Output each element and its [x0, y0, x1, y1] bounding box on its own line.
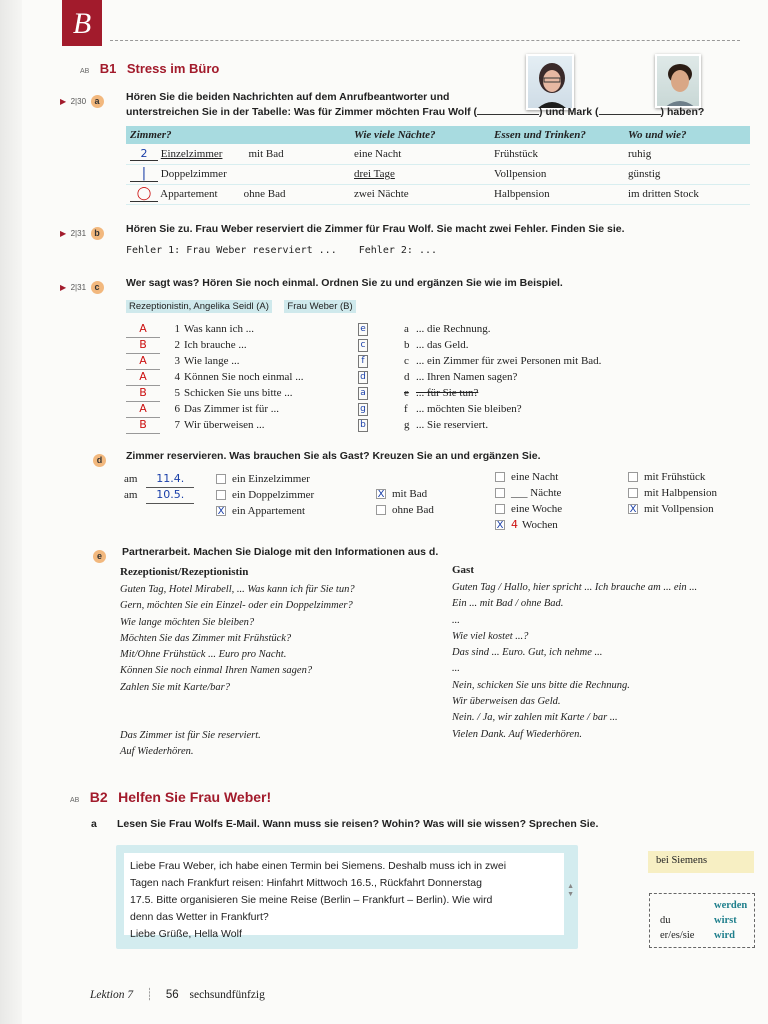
header-rule	[110, 40, 740, 41]
checkbox-option[interactable]	[376, 502, 434, 518]
checkbox-option[interactable]	[495, 469, 562, 485]
food-cell: Frühstück	[490, 144, 624, 164]
dialog-line: denn das Wetter in Frankfurt?	[130, 911, 269, 923]
room-extra: ohne Bad	[243, 188, 286, 200]
table-row	[126, 184, 750, 204]
audio-arrow-icon: ▶	[60, 97, 67, 106]
checkbox-option[interactable]	[495, 501, 562, 517]
item-text: ... möchten Sie bleiben?	[416, 403, 522, 415]
b1-title: Stress im Büro	[126, 61, 220, 76]
th-zimmer: Zimmer?	[126, 126, 350, 144]
werden-conjugation-box	[649, 893, 755, 948]
item-text: Können Sie noch einmal ...	[184, 371, 304, 383]
b2a-letter: a	[91, 818, 97, 830]
handwritten-circle-icon: ◯	[130, 186, 158, 202]
bath-options	[376, 486, 434, 518]
dialog-line: Auf Wiederhören.	[120, 746, 194, 758]
matching-left-column	[126, 321, 368, 433]
checkbox-option[interactable]	[628, 469, 717, 485]
option-label: Wochen	[522, 519, 558, 531]
checkbox-option[interactable]	[216, 471, 314, 487]
checkbox[interactable]	[216, 490, 226, 500]
conjugation-row	[660, 930, 750, 941]
checkbox[interactable]	[495, 472, 505, 482]
match-item-right	[404, 369, 601, 385]
page-number: 56	[165, 989, 179, 1001]
dialog-line: ...	[452, 614, 460, 626]
match-item-left	[126, 321, 368, 337]
dialog-line: Guten Tag, Hotel Mirabell, ... Was kann ich für Sie tun?	[120, 584, 355, 595]
track-number: 2|31	[70, 229, 87, 238]
handwritten-stroke-icon: |	[130, 166, 158, 182]
dialog-line: Ein ... mit Bad / ohne Bad.	[452, 598, 564, 610]
item-letter: d	[404, 371, 410, 383]
item-number: 3	[174, 355, 180, 367]
dialog-line: Liebe Grüße, Hella Wolf	[130, 928, 242, 940]
b1-heading	[80, 60, 219, 78]
b2-heading	[70, 789, 271, 807]
item-letter: a	[404, 323, 409, 335]
date-row-1: am 11.4.	[124, 471, 194, 487]
option-label: ein Doppelzimmer	[232, 489, 315, 501]
match-item-left	[126, 401, 368, 417]
dialog-line: Mit/Ohne Frühstück ... Euro pro Nacht.	[120, 649, 287, 661]
option-label: ohne Bad	[392, 504, 434, 516]
table-row	[126, 164, 750, 184]
b1a-instruction-line2: unterstreichen Sie in der Tabelle: Was für Zimmer möchten Frau Wolf ( ) und Mark ( ) haben?	[126, 106, 705, 118]
match-item-right	[404, 385, 601, 401]
item-number: 7	[174, 419, 180, 431]
b1-number: B1	[99, 61, 117, 76]
dialog-right-heading: Gast	[452, 564, 474, 576]
b1e-instruction: Partnerarbeit. Machen Sie Dialoge mit den Informationen aus d.	[122, 546, 439, 558]
dialog-line: Zahlen Sie mit Karte/bar?	[120, 681, 230, 693]
match-answer-box[interactable]: f	[358, 355, 368, 368]
blank-mark[interactable]	[599, 105, 661, 115]
where-cell: im dritten Stock	[624, 184, 750, 204]
page-edge	[0, 0, 22, 1024]
b1b-instruction: Hören Sie zu. Frau Weber reserviert die Zimmer für Frau Wolf. Sie macht zwei Fehler. Finden Sie sie.	[126, 223, 625, 235]
dialog-line: 17.5. Bitte organisieren Sie meine Reise (Berlin – Frankfurt – Berlin). Wie wird	[130, 894, 493, 906]
dialog-line: Liebe Frau Weber, ich habe einen Termin bei Siemens. Deshalb muss ich in zwei	[130, 860, 507, 872]
item-number: 1	[174, 323, 180, 335]
checkbox[interactable]: X	[496, 520, 504, 532]
lesson-label: Lektion 7	[90, 989, 134, 1001]
speaker-answer-field[interactable]: A	[126, 369, 160, 386]
dialog-line: Wir überweisen das Geld.	[452, 696, 561, 708]
where-cell: günstig	[624, 164, 750, 184]
dialog-line: Tagen nach Frankfurt reisen: Hinfahrt Mittwoch 16.5., Rückfahrt Donnerstag	[130, 877, 482, 889]
tag-receptionist: Rezeptionistin, Angelika Seidl (A)	[126, 300, 272, 313]
page-footer	[90, 987, 265, 1001]
table-row	[126, 144, 750, 164]
b1c-marker	[60, 277, 104, 295]
dialog-left-closing	[120, 728, 261, 761]
match-answer-box[interactable]: g	[358, 403, 368, 416]
matching-right-column	[404, 321, 601, 433]
pronoun: du	[660, 915, 671, 926]
verb-form: werden	[714, 900, 748, 911]
checkbox[interactable]: X	[217, 506, 225, 518]
checkbox-option[interactable]	[376, 486, 434, 502]
match-item-right	[404, 417, 601, 433]
dialog-line: Vielen Dank. Auf Wiederhören.	[452, 728, 582, 740]
speaker-answer-field[interactable]: A	[126, 321, 160, 338]
match-item-left	[126, 337, 368, 353]
dialog-right-lines	[452, 580, 697, 743]
nights-cell: drei Tage	[350, 164, 490, 184]
room-extra: mit Bad	[248, 147, 284, 160]
verb-form: wird	[714, 930, 735, 941]
error-1-line: Fehler 1: Frau Weber reserviert ...	[126, 245, 337, 256]
checkbox-option[interactable]	[216, 503, 314, 519]
match-answer-box[interactable]: c	[358, 339, 368, 352]
option-label: ein Einzelzimmer	[232, 473, 310, 485]
b1c-instruction: Wer sagt was? Hören Sie noch einmal. Ordnen Sie zu und ergänzen Sie wie im Beispiel.	[126, 277, 563, 289]
speaker-answer-field[interactable]: A	[126, 401, 160, 418]
checkbox[interactable]	[628, 472, 638, 482]
item-number: 6	[174, 403, 180, 415]
checkbox-option[interactable]	[495, 517, 562, 533]
match-item-left	[126, 417, 368, 433]
item-text: ... Sie reserviert.	[416, 419, 489, 431]
nights-cell: eine Nacht	[350, 144, 490, 164]
speaker-answer-field[interactable]: A	[126, 353, 160, 370]
checkbox[interactable]	[216, 474, 226, 484]
item-text: Ich brauche ...	[184, 339, 247, 351]
dialog-line: Das sind ... Euro. Gut, ich nehme ...	[452, 647, 603, 659]
side-note-bei-siemens: bei Siemens	[648, 851, 754, 873]
footer-divider: ┊	[146, 989, 153, 1001]
room-type: Appartement	[160, 188, 218, 200]
th-wo: Wo und wie?	[624, 126, 750, 144]
option-label: ein Appartement	[232, 505, 306, 517]
item-number: 2	[174, 339, 180, 351]
where-cell: ruhig	[624, 144, 750, 164]
match-item-left	[126, 385, 368, 401]
room-type: Doppelzimmer	[160, 168, 227, 180]
b2-title: Helfen Sie Frau Weber!	[118, 789, 272, 805]
food-cell: Halbpension	[490, 184, 624, 204]
man-portrait-icon	[657, 56, 701, 108]
dialog-line: Nein, schicken Sie uns bitte die Rechnung.	[452, 679, 630, 691]
item-number: 5	[174, 387, 180, 399]
handwritten-number: 4	[511, 518, 518, 531]
match-answer-box[interactable]: e	[358, 323, 368, 336]
dialog-line: Guten Tag / Hallo, hier spricht ... Ich brauche am ... ein ...	[452, 582, 698, 593]
speaker-answer-field[interactable]: B	[126, 337, 160, 354]
checkbox-option[interactable]	[628, 501, 717, 517]
task-badge-d: d	[93, 454, 106, 467]
item-letter: b	[404, 339, 410, 351]
option-label: mit Frühstück	[644, 471, 706, 483]
task-badge-b: b	[91, 227, 104, 240]
track-number: 2|31	[70, 283, 87, 292]
speaker-tags	[126, 296, 356, 314]
th-essen: Essen und Trinken?	[490, 126, 624, 144]
b1d-instruction: Zimmer reservieren. Was brauchen Sie als Gast? Kreuzen Sie an und ergänzen Sie.	[126, 450, 541, 462]
room-type: Einzelzimmer	[160, 147, 223, 160]
page-number-word: sechsundfünfzig	[189, 989, 265, 1001]
dialog-line: Das Zimmer ist für Sie reserviert.	[120, 730, 261, 741]
b1d-marker	[93, 450, 106, 468]
blank-frau-wolf[interactable]	[477, 105, 539, 115]
dialog-line: Wie lange möchten Sie bleiben?	[120, 616, 255, 628]
dialog-line: Nein. / Ja, wir zahlen mit Karte / bar ...	[452, 712, 618, 724]
th-naechte: Wie viele Nächte?	[350, 126, 490, 144]
item-text: Das Zimmer ist für ...	[184, 403, 280, 415]
dialog-line: Können Sie noch einmal Ihren Namen sagen?	[120, 665, 313, 677]
track-number: 2|30	[70, 97, 87, 106]
option-label: mit Vollpension	[644, 503, 714, 515]
b2a-instruction: Lesen Sie Frau Wolfs E-Mail. Wann muss sie reisen? Wohin? Was will sie wissen? Sprechen Sie.	[117, 818, 599, 830]
audio-arrow-icon: ▶	[60, 283, 67, 292]
handwritten-mark: 2	[130, 147, 158, 161]
item-text: Schicken Sie uns bitte ...	[184, 387, 293, 399]
nights-cell: zwei Nächte	[350, 184, 490, 204]
checkbox[interactable]: X	[377, 489, 385, 501]
option-label: eine Nacht	[511, 471, 559, 483]
b2-ab-label: AB	[70, 797, 80, 804]
option-label: ___ Nächte	[511, 487, 562, 499]
pronoun: er/es/sie	[660, 930, 695, 941]
b1b-marker	[60, 223, 104, 241]
tag-frau-weber: Frau Weber (B)	[284, 300, 355, 313]
item-text: ... Ihren Namen sagen?	[416, 371, 518, 383]
verb-form: wirst	[714, 915, 737, 926]
dialog-line: Möchten Sie das Zimmer mit Frühstück?	[120, 632, 292, 644]
item-letter: f	[404, 403, 408, 415]
photo-mark	[655, 54, 701, 108]
dialog-left-lines	[120, 582, 355, 696]
checkbox-option[interactable]	[495, 485, 562, 501]
checkbox[interactable]	[628, 488, 638, 498]
conjugation-row	[660, 900, 750, 911]
checkbox[interactable]	[495, 504, 505, 514]
item-text: ... ein Zimmer für zwei Personen mit Bad.	[416, 355, 602, 367]
dialog-left-heading: Rezeptionist/Rezeptionistin	[120, 566, 249, 578]
match-answer-box[interactable]: a	[358, 387, 368, 400]
b1a-instruction-line1: Hören Sie die beiden Nachrichten auf dem Anrufbeantworter und	[126, 91, 450, 103]
section-letter-box: B	[62, 0, 102, 46]
item-text: Wie lange ...	[184, 355, 240, 367]
date-row-2: am 10.5.	[124, 487, 194, 503]
checkbox-option[interactable]	[216, 487, 314, 503]
match-item-right	[404, 337, 601, 353]
match-answer-box[interactable]: d	[358, 371, 368, 384]
b1b-errors	[126, 245, 437, 256]
match-answer-box[interactable]: b	[358, 419, 368, 432]
room-options	[216, 471, 314, 519]
date-field-1[interactable]: 11.4.	[146, 471, 194, 488]
email-text	[124, 853, 564, 940]
conjugation-row	[660, 915, 750, 926]
task-badge-c: c	[91, 281, 104, 294]
audio-arrow-icon: ▶	[60, 229, 67, 238]
date-field-2[interactable]: 10.5.	[146, 487, 194, 504]
photo-frau-wolf	[526, 54, 574, 110]
b2-number: B2	[89, 789, 108, 805]
woman-portrait-icon	[528, 56, 574, 110]
rooms-table	[126, 126, 750, 205]
b1-ab-label: AB	[80, 68, 90, 75]
option-label: mit Bad	[392, 488, 428, 500]
match-item-right	[404, 353, 601, 369]
board-options	[628, 469, 717, 517]
b1a-marker	[60, 91, 104, 109]
item-letter: g	[404, 419, 410, 431]
match-item-right	[404, 401, 601, 417]
dialog-line: Wie viel kostet ...?	[452, 630, 529, 642]
email-box	[116, 845, 578, 949]
dialog-line: Gern, möchten Sie ein Einzel- oder ein Doppelzimmer?	[120, 600, 353, 612]
checkbox-option[interactable]	[628, 485, 717, 501]
speaker-answer-field[interactable]: B	[126, 417, 160, 434]
item-text: Was kann ich ...	[184, 323, 254, 335]
food-cell: Vollpension	[490, 164, 624, 184]
item-text: ... das Geld.	[416, 339, 469, 351]
item-text: ... für Sie tun?	[416, 387, 479, 399]
item-number: 4	[174, 371, 180, 383]
item-letter: c	[404, 355, 409, 367]
match-item-left	[126, 369, 368, 385]
item-text: ... die Rechnung.	[416, 323, 491, 335]
item-letter: e	[404, 387, 409, 399]
checkbox[interactable]	[495, 488, 505, 498]
error-2-line: Fehler 2: ...	[358, 245, 438, 256]
option-label: eine Woche	[511, 503, 563, 515]
dialog-line: ...	[452, 663, 460, 675]
b1e-marker	[93, 546, 106, 564]
task-badge-a: a	[91, 95, 104, 108]
scroll-arrows-icon[interactable]: ▲ ▼	[567, 883, 574, 898]
checkbox[interactable]	[376, 505, 386, 515]
match-item-right	[404, 321, 601, 337]
item-text: Wir überweisen ...	[184, 419, 265, 431]
option-label: mit Halbpension	[644, 487, 718, 499]
checkbox[interactable]: X	[629, 504, 637, 516]
task-badge-e: e	[93, 550, 106, 563]
match-item-left	[126, 353, 368, 369]
speaker-answer-field[interactable]: B	[126, 385, 160, 402]
duration-options	[495, 469, 562, 533]
